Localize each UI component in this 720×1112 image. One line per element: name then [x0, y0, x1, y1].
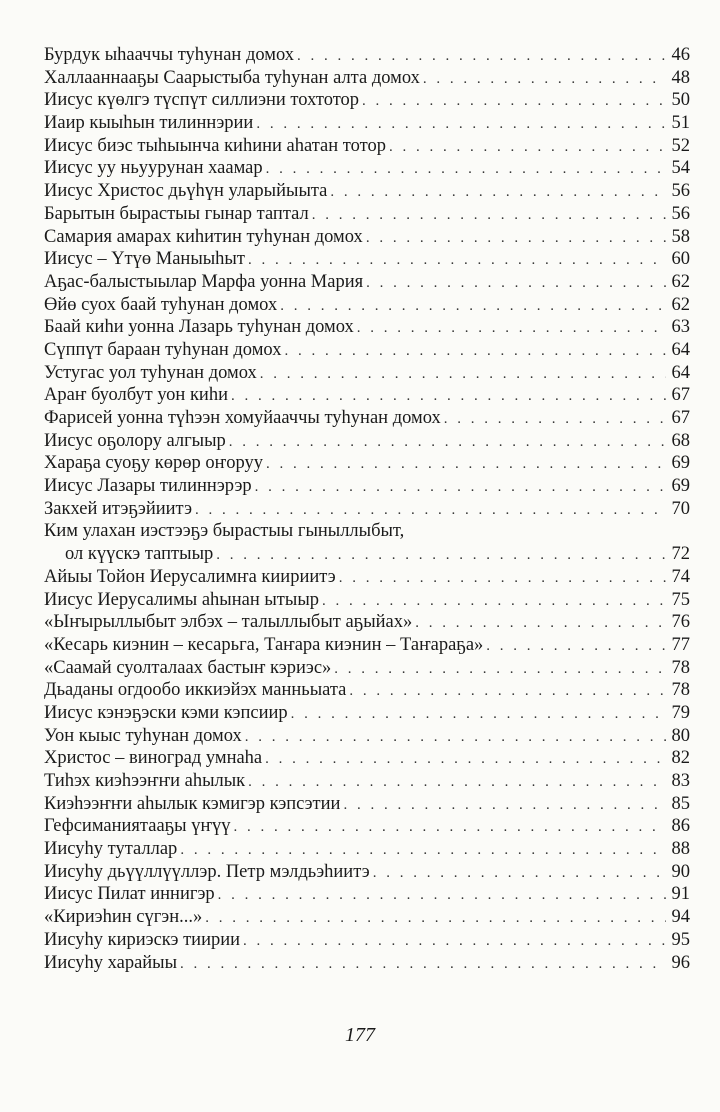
- toc-entry-title: Иисуһу кириэскэ тиирии: [44, 929, 241, 950]
- toc-entry: [44, 793, 690, 816]
- toc-entry-page: 51: [671, 113, 690, 134]
- toc-entry-page: 91: [671, 884, 690, 905]
- toc-entry-page: 69: [671, 453, 690, 474]
- toc-dot-leader: [234, 816, 666, 839]
- toc-entry-title: Хараҕа суоҕу көрөр оҥоруу: [44, 453, 263, 474]
- toc-entry: [44, 157, 690, 180]
- toc-entry-title: «Кесарь киэнин – кесарьга, Таҥара киэнин – Таҥараҕа»: [44, 634, 484, 655]
- toc-entry-title: Халлааннааҕы Саарыстыба туһунан алта домох: [44, 67, 420, 88]
- toc-entry-title: Иисус оҕолору алгыыр: [44, 430, 226, 451]
- toc-entry-page: 78: [671, 680, 690, 701]
- toc-entry-title: Гефсиманиятааҕы үҥүү: [44, 816, 231, 837]
- toc-dot-leader: [265, 748, 666, 771]
- toc-dot-leader: [291, 703, 666, 726]
- toc-entry-page: 86: [671, 816, 690, 837]
- toc-entry-page: 60: [671, 249, 690, 270]
- toc-entry-title: Сүппүт бараан туһунан домох: [44, 339, 282, 360]
- toc-entry-title: Христос – виноград умнаһа: [44, 748, 263, 769]
- toc-entry-title: Уон кыыс туһунан домох: [44, 725, 242, 746]
- toc-entry: [44, 589, 690, 612]
- toc-entry: [44, 929, 690, 952]
- toc-entry: [44, 89, 690, 112]
- toc-entry: [44, 679, 690, 702]
- toc-entry-page: 80: [671, 725, 690, 746]
- toc-entry-title: Иисус күөлгэ түспүт силлиэни тохтотор: [44, 90, 360, 111]
- toc-entry-page: 67: [671, 408, 690, 428]
- toc-entry: [44, 44, 690, 67]
- toc-entry-title: Самария амарах киһитин туһунан домох: [44, 226, 363, 247]
- toc-entry-page: 82: [671, 748, 690, 769]
- toc-entry-title: Киэһээҥҥи аһылык кэмигэр кэпсэтии: [44, 793, 341, 814]
- toc-entry-page: 77: [671, 634, 690, 655]
- toc-dot-leader: [229, 431, 666, 454]
- toc-entry-title: Иисус Пилат иннигэр: [44, 884, 215, 905]
- toc-entry-page: 76: [671, 612, 690, 633]
- toc-dot-leader: [260, 363, 666, 386]
- toc-entry-page: 68: [671, 430, 690, 451]
- toc-entry-page: 62: [671, 294, 690, 315]
- toc-entry: [44, 339, 690, 362]
- toc-entry-title: Иисус – Үтүө Маныыһыт: [44, 249, 245, 270]
- toc-entry: [44, 384, 690, 407]
- toc-dot-leader: [180, 953, 666, 976]
- toc-entry-page: 48: [671, 67, 690, 88]
- toc-entry-page: 83: [671, 771, 690, 791]
- toc-entry-page: 67: [671, 385, 690, 406]
- toc-entry-page: 78: [671, 657, 690, 678]
- toc-entry: [44, 611, 690, 634]
- toc-entry-title: Аҕас-балыстыылар Марфа уонна Мария: [44, 271, 364, 292]
- toc-dot-leader: [284, 340, 666, 363]
- toc-entry-title: Иисус Лазары тилиннэрэр: [44, 476, 252, 497]
- toc-entry-page: 63: [671, 317, 690, 338]
- toc-entry-page: 62: [671, 271, 690, 292]
- toc-entry-title: ол күүскэ таптыыр: [65, 544, 214, 565]
- toc-dot-leader: [334, 658, 666, 681]
- toc-entry-title: Иисус биэс тыһыынча киһини аһатан тотор: [44, 135, 386, 156]
- toc-dot-leader: [255, 476, 666, 499]
- toc-dot-leader: [256, 113, 666, 136]
- toc-entry-page: 50: [671, 90, 690, 111]
- toc-entry-page: 72: [671, 544, 690, 565]
- toc-entry-page: 54: [671, 158, 690, 179]
- toc-entry-title: «Саамай суолталаах бастыҥ кэриэс»: [44, 657, 332, 678]
- toc-dot-leader: [248, 771, 666, 794]
- toc-entry-page: 88: [671, 839, 690, 860]
- toc-dot-leader: [330, 181, 666, 204]
- toc-dot-leader: [243, 930, 666, 953]
- toc-dot-leader: [248, 249, 666, 272]
- toc-dot-leader: [180, 839, 666, 862]
- toc-entry: [44, 566, 690, 589]
- toc-entry-page: 90: [671, 861, 690, 882]
- toc-dot-leader: [195, 499, 666, 522]
- toc-entry-page: 96: [671, 952, 690, 973]
- toc-dot-leader: [415, 612, 666, 635]
- toc-entry-page: 58: [671, 226, 690, 247]
- toc-entry-title: Иисуһу дьүүллүүллэр. Петр мэлдьэһиитэ: [44, 861, 370, 882]
- toc-entry-title: Дьаданы огдообо иккиэйэх манньыата: [44, 680, 347, 701]
- toc-entry: [44, 294, 690, 317]
- toc-entry: [44, 407, 690, 430]
- toc-dot-leader: [486, 635, 666, 658]
- toc-dot-leader: [373, 862, 666, 885]
- toc-entry-page: 46: [671, 45, 690, 65]
- toc-entry: [44, 498, 690, 521]
- toc-entry: [44, 520, 690, 543]
- toc-entry-title: «Ыҥырыллыбыт элбэх – талыллыбыт аҕыйах»: [44, 612, 413, 633]
- toc-dot-leader: [366, 272, 666, 295]
- toc-entry-title: Айыы Тойон Иерусалимҥа киириитэ: [44, 566, 336, 587]
- toc-entry-page: 95: [671, 929, 690, 950]
- toc-entry: [44, 180, 690, 203]
- toc-entry: [44, 815, 690, 838]
- toc-entry-page: 85: [671, 793, 690, 814]
- toc-dot-leader: [389, 136, 666, 159]
- toc-entry-title: Барытын бырастыы гынар таптал: [44, 203, 309, 224]
- toc-entry: [44, 271, 690, 294]
- toc-entry: [44, 67, 690, 90]
- table-of-contents: [44, 44, 690, 974]
- page-number: 177: [345, 1024, 375, 1046]
- toc-dot-leader: [218, 884, 666, 907]
- toc-entry: [44, 226, 690, 249]
- toc-entry-title: Иисус Иерусалимы аһынан ытыыр: [44, 589, 319, 610]
- toc-dot-leader: [322, 590, 666, 613]
- toc-entry: [44, 452, 690, 475]
- toc-entry-title: Закхей итэҕэйиитэ: [44, 498, 193, 519]
- toc-entry: [44, 883, 690, 906]
- toc-dot-leader: [297, 45, 666, 68]
- toc-entry-page: 70: [671, 498, 690, 519]
- toc-dot-leader: [266, 453, 666, 476]
- toc-entry-page: 56: [671, 181, 690, 202]
- toc-entry-page: 74: [671, 566, 690, 587]
- toc-entry-title: Устугас уол туһунан домох: [44, 362, 257, 383]
- toc-entry: [44, 747, 690, 770]
- toc-dot-leader: [280, 295, 666, 318]
- toc-entry: [44, 475, 690, 498]
- toc-dot-leader: [349, 680, 666, 703]
- toc-dot-leader: [339, 567, 666, 590]
- toc-entry-page: 69: [671, 476, 690, 497]
- toc-dot-leader: [362, 90, 666, 113]
- toc-entry: [44, 316, 690, 339]
- toc-entry-title: Өйө суох баай туһунан домох: [44, 294, 278, 315]
- toc-entry-title: Баай киһи уонна Лазарь туһунан домох: [44, 317, 354, 338]
- toc-entry-page: 75: [671, 589, 690, 610]
- toc-entry-title: Иисус кэнэҕэски кэми кэпсиир: [44, 702, 288, 723]
- toc-entry: [44, 634, 690, 657]
- toc-dot-leader: [343, 794, 666, 817]
- toc-dot-leader: [366, 227, 666, 250]
- toc-entry: [44, 362, 690, 385]
- toc-dot-leader: [205, 907, 666, 930]
- toc-entry-title: «Кириэһин сүгэн...»: [44, 907, 203, 928]
- toc-entry: [44, 543, 690, 566]
- toc-entry-page: 64: [671, 339, 690, 360]
- toc-entry-page: 56: [671, 203, 690, 224]
- toc-entry-title: Иисус Христос дьүһүн уларыйыыта: [44, 181, 328, 202]
- toc-dot-leader: [357, 317, 666, 340]
- toc-entry: [44, 135, 690, 158]
- toc-entry: [44, 861, 690, 884]
- toc-entry: [44, 838, 690, 861]
- toc-entry: [44, 906, 690, 929]
- toc-dot-leader: [245, 726, 666, 749]
- toc-dot-leader: [312, 204, 666, 227]
- toc-entry: [44, 112, 690, 135]
- toc-entry-title: Иисуһу харайыы: [44, 952, 178, 973]
- toc-entry-title: Ким улахан иэстээҕэ бырастыы гыныллыбыт,: [44, 521, 405, 542]
- toc-entry-title: Тиһэх киэһээҥҥи аһылык: [44, 771, 246, 791]
- toc-dot-leader: [231, 385, 666, 408]
- toc-entry-page: 64: [671, 362, 690, 383]
- toc-entry-page: 79: [671, 702, 690, 723]
- toc-dot-leader: [266, 158, 666, 181]
- toc-entry-title: Иисуһу туталлар: [44, 839, 178, 860]
- toc-entry-title: Араҥ буолбут уон киһи: [44, 385, 228, 406]
- toc-entry: [44, 430, 690, 453]
- toc-dot-leader: [216, 544, 666, 567]
- toc-dot-leader: [444, 408, 666, 431]
- toc-entry-page: 52: [671, 135, 690, 156]
- toc-entry-title: Иаир кыыһын тилиннэрии: [44, 113, 254, 134]
- toc-entry: [44, 725, 690, 748]
- toc-entry-title: Фарисей уонна түһээн хомуйааччы туһунан домох: [44, 408, 441, 428]
- toc-entry: [44, 657, 690, 680]
- toc-entry: [44, 702, 690, 725]
- toc-entry: [44, 203, 690, 226]
- toc-entry: [44, 770, 690, 793]
- toc-entry-title: Иисус уу ньуурунан хаамар: [44, 158, 263, 179]
- toc-entry-title: Бурдук ыһааччы туһунан домох: [44, 45, 295, 65]
- toc-entry: [44, 952, 690, 975]
- toc-entry-page: 94: [671, 907, 690, 928]
- toc-dot-leader: [423, 68, 666, 91]
- toc-entry: [44, 248, 690, 271]
